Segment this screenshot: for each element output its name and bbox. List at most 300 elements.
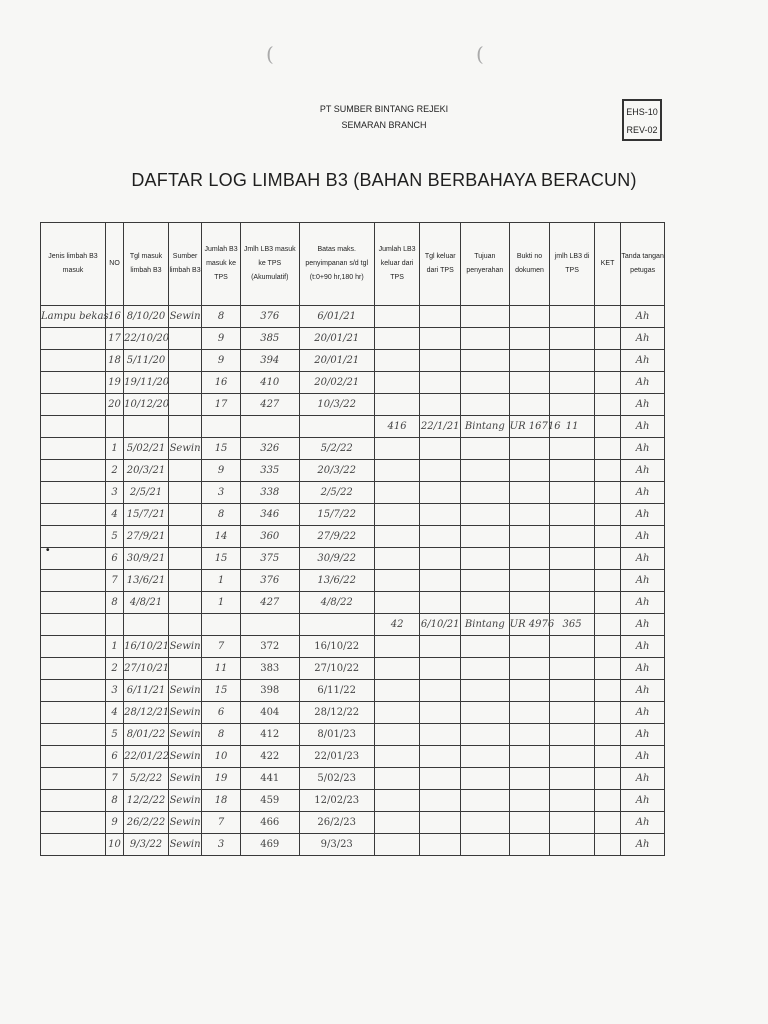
- cell-no: 6: [105, 746, 123, 768]
- cell-destination: [460, 834, 509, 856]
- cell-no: 7: [105, 768, 123, 790]
- cell-qty-out: [374, 724, 420, 746]
- cell-officer-signature: Ah: [621, 526, 665, 548]
- cell-remarks: [594, 834, 620, 856]
- table-row: [41, 548, 665, 570]
- cell-date-out: 6/10/21: [420, 614, 461, 636]
- cell-destination: [460, 592, 509, 614]
- cell-qty-in-tps: [550, 658, 595, 680]
- cell-destination: [460, 526, 509, 548]
- cell-waste-type: [41, 768, 106, 790]
- cell-document-no: [509, 328, 550, 350]
- cell-qty-out: [374, 504, 420, 526]
- cell-date-out: [420, 790, 461, 812]
- cell-document-no: [509, 504, 550, 526]
- cell-qty-out: [374, 768, 420, 790]
- cell-destination: Bintang: [460, 416, 509, 438]
- cell-officer-signature: Ah: [621, 350, 665, 372]
- cell-waste-type: Lampu bekas: [41, 306, 106, 328]
- cell-qty-in: 6: [202, 702, 241, 724]
- cell-qty-cumulative: 383: [240, 658, 299, 680]
- cell-waste-type: [41, 394, 106, 416]
- cell-max-storage-date: 12/02/23: [299, 790, 374, 812]
- table-row: [41, 790, 665, 812]
- cell-destination: [460, 350, 509, 372]
- table-row: [41, 460, 665, 482]
- cell-source: Sewin: [168, 724, 201, 746]
- cell-destination: [460, 724, 509, 746]
- cell-destination: [460, 394, 509, 416]
- cell-date-out: [420, 482, 461, 504]
- cell-no: 8: [105, 592, 123, 614]
- cell-qty-in: 3: [202, 482, 241, 504]
- cell-qty-in-tps: [550, 504, 595, 526]
- cell-qty-cumulative: 376: [240, 306, 299, 328]
- cell-date-in: [124, 614, 169, 636]
- cell-document-no: [509, 548, 550, 570]
- cell-max-storage-date: 27/10/22: [299, 658, 374, 680]
- cell-no: 7: [105, 570, 123, 592]
- cell-qty-cumulative: 412: [240, 724, 299, 746]
- cell-remarks: [594, 746, 620, 768]
- cell-date-out: [420, 394, 461, 416]
- cell-date-in: 27/10/21: [124, 658, 169, 680]
- cell-no: 17: [105, 328, 123, 350]
- cell-qty-in: 1: [202, 570, 241, 592]
- cell-source: [168, 482, 201, 504]
- cell-qty-out: [374, 328, 420, 350]
- cell-document-no: [509, 394, 550, 416]
- cell-date-out: [420, 702, 461, 724]
- revision: REV-02: [626, 125, 658, 135]
- cell-qty-in-tps: [550, 482, 595, 504]
- cell-no: 2: [105, 460, 123, 482]
- cell-source: Sewin: [168, 790, 201, 812]
- cell-remarks: [594, 680, 620, 702]
- cell-document-no: [509, 526, 550, 548]
- cell-date-in: 6/11/21: [124, 680, 169, 702]
- cell-waste-type: [41, 328, 106, 350]
- cell-qty-cumulative: 360: [240, 526, 299, 548]
- cell-max-storage-date: 20/01/21: [299, 328, 374, 350]
- cell-officer-signature: Ah: [621, 746, 665, 768]
- cell-qty-out: [374, 350, 420, 372]
- cell-qty-cumulative: 398: [240, 680, 299, 702]
- cell-waste-type: [41, 438, 106, 460]
- cell-qty-in-tps: [550, 834, 595, 856]
- cell-officer-signature: Ah: [621, 438, 665, 460]
- cell-qty-in: 9: [202, 350, 241, 372]
- cell-no: 10: [105, 834, 123, 856]
- table-row: [41, 592, 665, 614]
- cell-max-storage-date: 15/7/22: [299, 504, 374, 526]
- cell-qty-cumulative: 459: [240, 790, 299, 812]
- cell-no: 5: [105, 526, 123, 548]
- cell-date-in: 8/10/20: [124, 306, 169, 328]
- cell-qty-in: 19: [202, 768, 241, 790]
- cell-remarks: [594, 548, 620, 570]
- cell-officer-signature: Ah: [621, 570, 665, 592]
- cell-document-no: [509, 636, 550, 658]
- cell-waste-type: [41, 526, 106, 548]
- cell-source: Sewin: [168, 438, 201, 460]
- cell-date-out: [420, 350, 461, 372]
- cell-source: [168, 548, 201, 570]
- cell-no: 16: [105, 306, 123, 328]
- table-row: [41, 768, 665, 790]
- cell-remarks: [594, 372, 620, 394]
- cell-qty-in: 8: [202, 504, 241, 526]
- cell-no: 2: [105, 658, 123, 680]
- cell-qty-cumulative: 385: [240, 328, 299, 350]
- cell-qty-out: [374, 658, 420, 680]
- cell-qty-in-tps: [550, 680, 595, 702]
- cell-document-no: [509, 768, 550, 790]
- cell-date-out: [420, 658, 461, 680]
- margin-mark: •: [46, 545, 50, 556]
- cell-remarks: [594, 504, 620, 526]
- table-header-row: [41, 223, 665, 306]
- cell-source: [168, 328, 201, 350]
- table-row: [41, 482, 665, 504]
- cell-qty-in-tps: [550, 526, 595, 548]
- cell-destination: [460, 812, 509, 834]
- cell-max-storage-date: [299, 416, 374, 438]
- cell-destination: [460, 746, 509, 768]
- table-row: [41, 724, 665, 746]
- scan-mark-left: (: [266, 42, 274, 66]
- document-code-box: [622, 99, 662, 141]
- cell-date-in: 22/10/20: [124, 328, 169, 350]
- cell-qty-in: 18: [202, 790, 241, 812]
- cell-no: 8: [105, 790, 123, 812]
- cell-date-in: 9/3/22: [124, 834, 169, 856]
- cell-date-in: 5/11/20: [124, 350, 169, 372]
- cell-remarks: [594, 394, 620, 416]
- cell-no: 1: [105, 438, 123, 460]
- cell-qty-in-tps: [550, 768, 595, 790]
- cell-max-storage-date: 2/5/22: [299, 482, 374, 504]
- cell-date-out: [420, 680, 461, 702]
- cell-officer-signature: Ah: [621, 460, 665, 482]
- cell-qty-in: 14: [202, 526, 241, 548]
- cell-qty-in-tps: [550, 570, 595, 592]
- cell-source: [168, 350, 201, 372]
- cell-destination: [460, 570, 509, 592]
- table-row: [41, 328, 665, 350]
- cell-source: Sewin: [168, 746, 201, 768]
- cell-source: Sewin: [168, 702, 201, 724]
- cell-qty-in-tps: [550, 636, 595, 658]
- cell-date-in: 22/01/22: [124, 746, 169, 768]
- cell-waste-type: [41, 592, 106, 614]
- table-row: [41, 746, 665, 768]
- column-header-qty-in: Jumlah B3 masuk ke TPS: [202, 223, 241, 306]
- cell-source: Sewin: [168, 306, 201, 328]
- cell-max-storage-date: 5/02/23: [299, 768, 374, 790]
- cell-waste-type: [41, 482, 106, 504]
- cell-remarks: [594, 416, 620, 438]
- cell-no: 20: [105, 394, 123, 416]
- cell-qty-in-tps: [550, 812, 595, 834]
- cell-destination: [460, 658, 509, 680]
- cell-source: Sewin: [168, 812, 201, 834]
- cell-waste-type: [41, 416, 106, 438]
- page-title: DAFTAR LOG LIMBAH B3 (BAHAN BERBAHAYA BERACUN): [131, 170, 637, 190]
- cell-officer-signature: Ah: [621, 482, 665, 504]
- cell-qty-in: 3: [202, 834, 241, 856]
- cell-max-storage-date: 30/9/22: [299, 548, 374, 570]
- cell-qty-in: 15: [202, 548, 241, 570]
- table-row: [41, 834, 665, 856]
- cell-document-no: [509, 592, 550, 614]
- table-row: [41, 812, 665, 834]
- cell-remarks: [594, 482, 620, 504]
- cell-destination: [460, 438, 509, 460]
- cell-date-out: [420, 724, 461, 746]
- cell-source: [168, 416, 201, 438]
- cell-date-in: [124, 416, 169, 438]
- doc-code: EHS-10: [626, 107, 658, 117]
- cell-document-no: [509, 460, 550, 482]
- table-row: [41, 702, 665, 724]
- cell-date-out: [420, 548, 461, 570]
- cell-qty-in: 17: [202, 394, 241, 416]
- cell-remarks: [594, 592, 620, 614]
- cell-source: [168, 526, 201, 548]
- cell-date-in: 30/9/21: [124, 548, 169, 570]
- column-header-remarks: KET: [594, 223, 620, 306]
- cell-remarks: [594, 658, 620, 680]
- waste-log-table: [40, 222, 665, 856]
- cell-no: 1: [105, 636, 123, 658]
- table-row: [41, 416, 665, 438]
- cell-date-in: 8/01/22: [124, 724, 169, 746]
- cell-no: 18: [105, 350, 123, 372]
- cell-qty-in-tps: [550, 438, 595, 460]
- cell-qty-cumulative: 422: [240, 746, 299, 768]
- cell-date-in: 26/2/22: [124, 812, 169, 834]
- cell-remarks: [594, 438, 620, 460]
- cell-waste-type: [41, 658, 106, 680]
- cell-qty-in: 16: [202, 372, 241, 394]
- cell-no: 9: [105, 812, 123, 834]
- table-row: [41, 570, 665, 592]
- cell-source: Sewin: [168, 768, 201, 790]
- cell-date-out: 22/1/21: [420, 416, 461, 438]
- cell-date-out: [420, 306, 461, 328]
- cell-max-storage-date: 20/01/21: [299, 350, 374, 372]
- cell-waste-type: [41, 746, 106, 768]
- cell-waste-type: [41, 636, 106, 658]
- scan-mark-right: (: [476, 42, 484, 66]
- column-header-destination: Tujuan penyerahan: [460, 223, 509, 306]
- cell-no: 4: [105, 702, 123, 724]
- cell-source: [168, 570, 201, 592]
- cell-date-out: [420, 328, 461, 350]
- column-header-document-no: Bukti no dokumen: [509, 223, 550, 306]
- cell-date-in: 12/2/22: [124, 790, 169, 812]
- column-header-officer-signature: Tanda tangan petugas: [621, 223, 665, 306]
- cell-date-in: 20/3/21: [124, 460, 169, 482]
- cell-destination: [460, 372, 509, 394]
- cell-officer-signature: Ah: [621, 592, 665, 614]
- cell-qty-cumulative: 394: [240, 350, 299, 372]
- cell-qty-in: 15: [202, 680, 241, 702]
- cell-document-no: [509, 482, 550, 504]
- cell-date-in: 19/11/20: [124, 372, 169, 394]
- cell-destination: [460, 306, 509, 328]
- column-header-qty-out: Jumlah LB3 keluar dari TPS: [374, 223, 420, 306]
- table-row: [41, 306, 665, 328]
- cell-document-no: [509, 306, 550, 328]
- column-header-qty-in-tps: jmlh LB3 di TPS: [550, 223, 595, 306]
- cell-qty-in-tps: 365: [550, 614, 595, 636]
- cell-officer-signature: Ah: [621, 636, 665, 658]
- cell-qty-in: 1: [202, 592, 241, 614]
- cell-source: [168, 372, 201, 394]
- table-body: [41, 306, 665, 856]
- cell-remarks: [594, 526, 620, 548]
- cell-max-storage-date: 8/01/23: [299, 724, 374, 746]
- cell-destination: [460, 504, 509, 526]
- cell-qty-in-tps: [550, 790, 595, 812]
- cell-waste-type: [41, 834, 106, 856]
- cell-max-storage-date: 28/12/22: [299, 702, 374, 724]
- cell-waste-type: [41, 614, 106, 636]
- cell-date-in: 2/5/21: [124, 482, 169, 504]
- cell-remarks: [594, 790, 620, 812]
- cell-document-no: UR 16716: [509, 416, 550, 438]
- cell-qty-cumulative: 469: [240, 834, 299, 856]
- table-row: [41, 680, 665, 702]
- cell-source: [168, 658, 201, 680]
- cell-remarks: [594, 614, 620, 636]
- cell-qty-out: [374, 526, 420, 548]
- cell-date-out: [420, 526, 461, 548]
- cell-no: 6: [105, 548, 123, 570]
- cell-waste-type: [41, 724, 106, 746]
- cell-waste-type: [41, 570, 106, 592]
- cell-document-no: UR 4976: [509, 614, 550, 636]
- table-row: [41, 438, 665, 460]
- cell-no: 3: [105, 482, 123, 504]
- cell-waste-type: [41, 460, 106, 482]
- cell-date-out: [420, 768, 461, 790]
- cell-waste-type: [41, 812, 106, 834]
- cell-qty-in-tps: [550, 592, 595, 614]
- cell-officer-signature: Ah: [621, 614, 665, 636]
- cell-remarks: [594, 350, 620, 372]
- cell-qty-in-tps: 11: [550, 416, 595, 438]
- cell-document-no: [509, 372, 550, 394]
- cell-source: Sewin: [168, 636, 201, 658]
- cell-remarks: [594, 460, 620, 482]
- cell-date-out: [420, 746, 461, 768]
- cell-destination: [460, 548, 509, 570]
- cell-qty-cumulative: 375: [240, 548, 299, 570]
- cell-qty-out: [374, 636, 420, 658]
- table-row: [41, 394, 665, 416]
- cell-qty-in: 9: [202, 460, 241, 482]
- cell-date-in: 15/7/21: [124, 504, 169, 526]
- cell-date-out: [420, 636, 461, 658]
- cell-officer-signature: Ah: [621, 548, 665, 570]
- cell-waste-type: [41, 372, 106, 394]
- cell-officer-signature: Ah: [621, 724, 665, 746]
- cell-document-no: [509, 570, 550, 592]
- cell-qty-in: [202, 614, 241, 636]
- cell-waste-type: [41, 548, 106, 570]
- cell-remarks: [594, 812, 620, 834]
- table-row: [41, 658, 665, 680]
- cell-remarks: [594, 570, 620, 592]
- cell-document-no: [509, 438, 550, 460]
- cell-officer-signature: Ah: [621, 680, 665, 702]
- cell-destination: [460, 482, 509, 504]
- cell-max-storage-date: 10/3/22: [299, 394, 374, 416]
- cell-qty-in-tps: [550, 328, 595, 350]
- cell-destination: [460, 768, 509, 790]
- cell-document-no: [509, 746, 550, 768]
- cell-waste-type: [41, 350, 106, 372]
- branch-name: SEMARAN BRANCH: [341, 120, 427, 130]
- cell-document-no: [509, 834, 550, 856]
- cell-date-out: [420, 504, 461, 526]
- cell-qty-in-tps: [550, 746, 595, 768]
- cell-qty-out: [374, 790, 420, 812]
- cell-no: 19: [105, 372, 123, 394]
- cell-qty-in-tps: [550, 724, 595, 746]
- cell-qty-cumulative: 326: [240, 438, 299, 460]
- cell-qty-cumulative: 441: [240, 768, 299, 790]
- cell-qty-cumulative: 410: [240, 372, 299, 394]
- cell-officer-signature: Ah: [621, 504, 665, 526]
- table-row: [41, 504, 665, 526]
- cell-officer-signature: Ah: [621, 834, 665, 856]
- cell-document-no: [509, 724, 550, 746]
- cell-officer-signature: Ah: [621, 658, 665, 680]
- column-header-date-out: Tgl keluar dari TPS: [420, 223, 461, 306]
- column-header-no: NO: [105, 223, 123, 306]
- cell-qty-cumulative: 427: [240, 394, 299, 416]
- cell-date-out: [420, 812, 461, 834]
- cell-date-in: 13/6/21: [124, 570, 169, 592]
- cell-qty-out: [374, 570, 420, 592]
- cell-no: 3: [105, 680, 123, 702]
- cell-officer-signature: Ah: [621, 306, 665, 328]
- cell-max-storage-date: 6/01/21: [299, 306, 374, 328]
- cell-waste-type: [41, 680, 106, 702]
- column-header-date-in: Tgl masuk limbah B3: [124, 223, 169, 306]
- cell-document-no: [509, 350, 550, 372]
- cell-waste-type: [41, 504, 106, 526]
- cell-qty-in: 11: [202, 658, 241, 680]
- cell-source: Sewin: [168, 680, 201, 702]
- cell-remarks: [594, 328, 620, 350]
- cell-qty-in: 8: [202, 306, 241, 328]
- cell-document-no: [509, 790, 550, 812]
- cell-max-storage-date: 9/3/23: [299, 834, 374, 856]
- cell-destination: [460, 680, 509, 702]
- cell-waste-type: [41, 702, 106, 724]
- cell-qty-out: [374, 394, 420, 416]
- cell-source: Sewin: [168, 834, 201, 856]
- cell-officer-signature: Ah: [621, 394, 665, 416]
- cell-qty-out: [374, 438, 420, 460]
- cell-max-storage-date: 16/10/22: [299, 636, 374, 658]
- cell-qty-cumulative: 372: [240, 636, 299, 658]
